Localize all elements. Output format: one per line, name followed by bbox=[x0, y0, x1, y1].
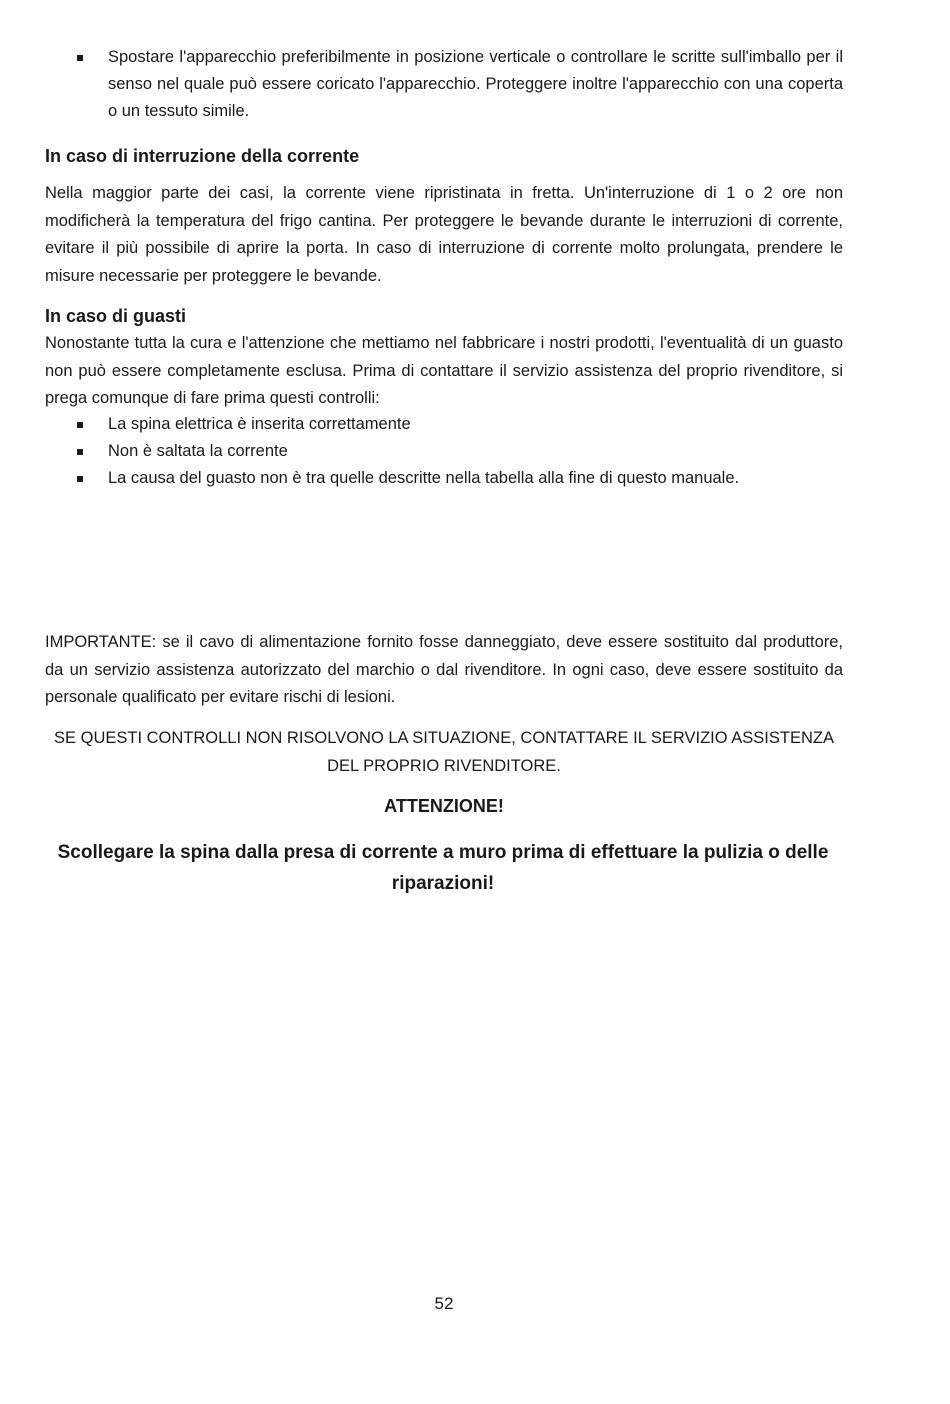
power-outage-text: Nella maggior parte dei casi, la corrente viene ripristinata in fretta. Un'interruzione di 1 o 2 ore non modificherà la temperatura del frigo cantina. Per proteggere le bevande durante le interruzioni di corrente, evitare il più possibile di aprire la porta. In caso di interruzione di corrente molto prolungata, prendere le misure necessarie per proteggere le bevande. bbox=[45, 184, 843, 285]
faults-text: Nonostante tutta la cura e l'attenzione che mettiamo nel fabbricare i nostri prodotti, l'eventualità di un guasto non può essere completamente esclusa. Prima di contattare il servizio assistenza del proprio rivenditore, si prega comunque di fare prima questi controlli: bbox=[45, 334, 843, 407]
intro-bullet-list bbox=[45, 44, 843, 125]
list-item bbox=[45, 438, 843, 465]
square-bullet-icon bbox=[77, 422, 83, 428]
power-outage-heading: In caso di interruzione della corrente bbox=[45, 146, 360, 166]
faults-check-list bbox=[45, 411, 843, 492]
warning-text: Scollegare la spina dalla presa di corrente a muro prima di effettuare la pulizia o delle riparazioni! bbox=[57, 842, 829, 894]
list-item bbox=[45, 44, 843, 125]
important-notice: IMPORTANTE: se il cavo di alimentazione fornito fosse danneggiato, deve essere sostituito dal produttore, da un servizio assistenza autorizzato del marchio o dal rivenditore. In ogni caso, deve essere sostituito da personale qualificato per evitare rischi di lesioni. bbox=[45, 633, 843, 706]
list-item-text: La spina elettrica è inserita correttamente bbox=[108, 415, 411, 433]
contact-notice: SE QUESTI CONTROLLI NON RISOLVONO LA SITUAZIONE, CONTATTARE IL SERVIZIO ASSISTENZA DEL PROPRIO RIVENDITORE. bbox=[54, 729, 834, 775]
list-item bbox=[45, 411, 843, 438]
warning-title: ATTENZIONE! bbox=[384, 796, 504, 816]
list-item-text: La causa del guasto non è tra quelle descritte nella tabella alla fine di questo manuale. bbox=[108, 469, 740, 487]
page-number: 52 bbox=[434, 1294, 454, 1313]
square-bullet-icon bbox=[77, 476, 83, 482]
faults-heading: In caso di guasti bbox=[45, 306, 187, 326]
list-item-text: Non è saltata la corrente bbox=[108, 442, 288, 460]
list-item bbox=[45, 465, 843, 492]
square-bullet-icon bbox=[77, 449, 83, 455]
list-item-text: Spostare l'apparecchio preferibilmente in posizione verticale o controllare le scritte sull'imballo per il senso nel quale può essere coricato l'apparecchio. Proteggere inoltre l'apparecchio con una coperta o un tessuto simile. bbox=[108, 48, 843, 120]
square-bullet-icon bbox=[77, 55, 83, 61]
